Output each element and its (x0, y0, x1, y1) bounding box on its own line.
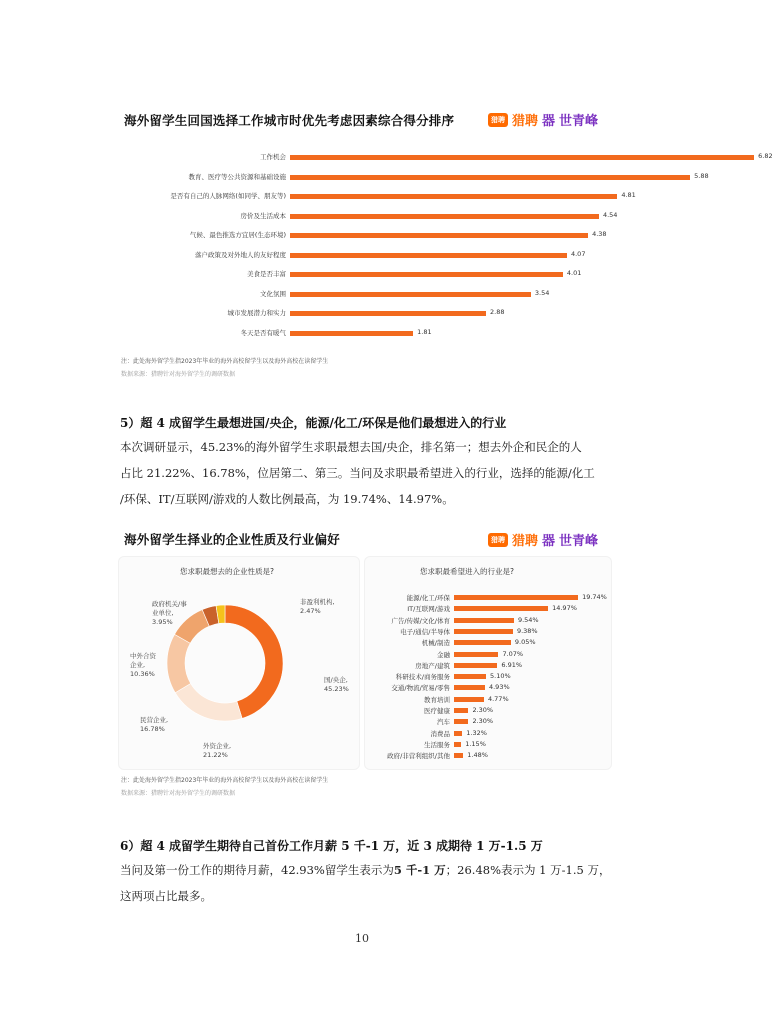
shiqingfeng-icon: 器 (542, 114, 556, 129)
bar-category-label: 美食是否丰富 (247, 270, 286, 278)
bar-row (366, 615, 610, 626)
bar-row (366, 728, 610, 739)
bar-value-label: 6.91% (501, 660, 523, 669)
bar-category-label: 金融 (437, 650, 450, 659)
bar-value-label: 7.07% (502, 649, 524, 658)
bar-category-label: 工作机会 (260, 153, 286, 161)
bar-row (100, 189, 636, 209)
bar-value-label: 5.88 (694, 171, 709, 180)
industry-subtitle: 您求职最希望进入的行业是? (420, 567, 514, 576)
bar-value-label: 1.48% (467, 751, 488, 760)
bar-category-label: 政府/非营利组织/其他 (387, 752, 450, 761)
bar (290, 233, 588, 238)
pie-label-npo: 非盈利机构, 2.47% (300, 598, 335, 615)
bar-value-label: 5.10% (490, 672, 511, 681)
figure2-note: 注：此处海外留学生指2023年毕业的海外高校留学生以及海外高校在读留学生 (121, 777, 329, 784)
bar-row (366, 637, 610, 648)
section6-body: 当问及第一份工作的期待月薪，42.93%留学生表示为5 千-1 万；26.48%表示为 1 万-1.5 万， 这两项占比最多。 (120, 863, 611, 903)
bar-row (366, 682, 610, 693)
bar-category-label: 机械/制造 (421, 639, 450, 648)
bar-category-label: 是否有自己的人脉网络(如同学、朋友等) (170, 192, 286, 200)
bar-value-label: 4.81 (621, 191, 636, 199)
bar-category-label: 落户政策及对外地人的友好程度 (195, 250, 286, 259)
donut-slice (225, 605, 283, 718)
bar (454, 742, 461, 747)
page-number: 10 (355, 932, 369, 945)
figure1-note: 注：此处海外留学生指2023年毕业的海外高校留学生以及海外高校在读留学生 (121, 358, 329, 365)
salary-highlight: 5 千-1 万 (393, 863, 446, 877)
bar-category-label: 生活服务 (424, 740, 450, 749)
bar-category-label: 气候、最色推选方宜居(生态环境) (189, 231, 286, 239)
bar (454, 606, 548, 611)
bar-value-label: 9.05% (514, 638, 536, 647)
bar (454, 731, 462, 736)
bar-row (366, 649, 610, 660)
bar-category-label: 能源/化工/环保 (406, 594, 450, 602)
bar (454, 685, 485, 690)
bar (454, 595, 578, 600)
bar (454, 652, 498, 657)
donut-slice (175, 683, 242, 721)
bar (290, 194, 617, 199)
figure1-logo: 猎聘 猎聘 器 世青峰 (488, 110, 598, 129)
bar-value-label: 2.30% (472, 717, 494, 726)
bar-value-label: 1.81 (417, 327, 432, 336)
figure2-logo: 猎聘 猎聘 器 世青峰 (488, 530, 598, 549)
bar-row (100, 326, 620, 346)
bar (290, 292, 531, 297)
liepin-badge-icon: 猎聘 (488, 533, 508, 547)
bar (454, 629, 513, 634)
bar-row (100, 287, 620, 307)
bar-row (366, 739, 610, 750)
bar-row (100, 170, 709, 190)
bar (454, 719, 468, 724)
section5-line: 占比 21.22%、16.78%，位居第二、第三。当问及求职最希望进入的行业，选择的能源/化工 (120, 466, 595, 480)
bar (290, 272, 563, 277)
bar-category-label: 科研技术/商务服务 (395, 673, 450, 682)
bar-row (100, 150, 773, 170)
bar-row (100, 267, 620, 287)
section5-line: /环保、IT/互联网/游戏的人数比例最高，为 19.74%、14.97%。 (120, 492, 454, 506)
bar (290, 175, 690, 180)
liepin-badge-icon: 猎聘 (488, 113, 508, 127)
bar-category-label: 交通/物流/贸易/零售 (391, 684, 450, 693)
bar-value-label: 9.38% (516, 626, 538, 635)
bar-row (366, 705, 610, 716)
pie-subtitle: 您求职最想去的企业性质是? (180, 567, 274, 576)
bar-category-label: 房价及生活成本 (240, 211, 286, 220)
bar (454, 708, 468, 713)
bar-row (366, 716, 610, 727)
bar (290, 331, 413, 336)
bar (290, 253, 567, 258)
bar-value-label: 3.54 (534, 288, 550, 297)
bar-value-label: 4.38 (592, 230, 607, 238)
bar-value-label: 4.77% (487, 694, 509, 703)
bar (290, 155, 754, 160)
pie-label-soe: 国/央企, 45.23% (324, 676, 349, 693)
bar (454, 663, 497, 668)
bar-category-label: 电子/通信/半导体 (400, 627, 450, 636)
bar (454, 674, 486, 679)
bar-value-label: 2.88 (490, 308, 505, 316)
figure1-source: 数据来源：猎聘针对海外留学生的调研数据 (121, 371, 236, 378)
bar-row (100, 248, 620, 268)
bar-row (366, 626, 610, 637)
figure1-title: 海外留学生回国选择工作城市时优先考虑因素综合得分排序 (124, 113, 455, 128)
section5-line: 本次调研显示，45.23%的海外留学生求职最想去国/央企，排名第一；想去外企和民企的人 (120, 440, 582, 454)
bar-value-label: 6.82 (758, 152, 773, 160)
shiqingfeng-icon: 器 (542, 534, 556, 549)
donut-slice (167, 634, 191, 692)
bar-row (366, 694, 610, 705)
bar-category-label: 冬天是否有暖气 (240, 328, 286, 337)
bar-category-label: 教育、医疗等公共资源和基础设施 (188, 172, 286, 181)
pie-label-foreign: 外资企业, 21.22% (203, 742, 232, 759)
bar-row (100, 209, 620, 229)
bar (454, 697, 484, 702)
bar-value-label: 4.07 (570, 249, 586, 258)
bar-category-label: 广告/传媒/文化/体育 (391, 616, 450, 625)
bar (290, 311, 486, 316)
bar-category-label: 房地产/建筑 (415, 661, 450, 670)
pie-label-private: 民营企业, 16.78% (140, 716, 169, 733)
bar-category-label: 消费品 (430, 729, 450, 738)
bar (454, 640, 511, 645)
figure2-title: 海外留学生择业的企业性质及行业偏好 (124, 532, 340, 547)
bar (454, 618, 514, 623)
bar-value-label: 2.30% (472, 706, 494, 714)
figure1-bar-chart (100, 150, 773, 345)
bar-row (366, 671, 610, 682)
bar-value-label: 4.01 (566, 269, 582, 277)
pie-label-gov: 政府机关/事 业单位, 3.95% (152, 600, 187, 626)
bar-value-label: 9.54% (517, 615, 539, 624)
section5-body (120, 434, 620, 512)
bar-row (100, 228, 620, 248)
bar-row (366, 603, 610, 614)
bar-category-label: 城市发展潜力和实力 (227, 309, 286, 317)
section6-heading: 6）超 4 成留学生期待自己首份工作月薪 5 千-1 万，近 3 成期待 1 万-1.5 万 (120, 839, 543, 853)
bar-value-label: 4.54 (602, 210, 618, 219)
figure2-source: 数据来源：猎聘针对海外留学生的调研数据 (121, 790, 236, 797)
bar-row (100, 306, 620, 326)
bar-category-label: IT/互联网/游戏 (407, 605, 450, 614)
bar-category-label: 教育培训 (424, 695, 450, 704)
bar-category-label: 文化氛围 (260, 289, 286, 298)
bar-category-label: 汽车 (437, 718, 450, 727)
section5-heading: 5）超 4 成留学生最想进国/央企，能源/化工/环保是他们最想进入的行业 (120, 416, 507, 430)
bar-value-label: 4.93% (488, 683, 510, 692)
bar-value-label: 1.15% (465, 739, 486, 748)
bar-row (366, 750, 610, 761)
bar-value-label: 19.74% (582, 593, 607, 601)
bar-value-label: 1.32% (466, 728, 487, 737)
bar-value-label: 14.97% (552, 604, 577, 613)
pie-label-jv: 中外合资 企业, 10.36% (130, 652, 156, 678)
bar (290, 214, 599, 219)
bar-row (366, 592, 610, 603)
bar-category-label: 医疗健康 (424, 707, 450, 715)
bar-row (366, 660, 610, 671)
industry-bar-chart (366, 592, 610, 764)
bar (454, 753, 463, 758)
